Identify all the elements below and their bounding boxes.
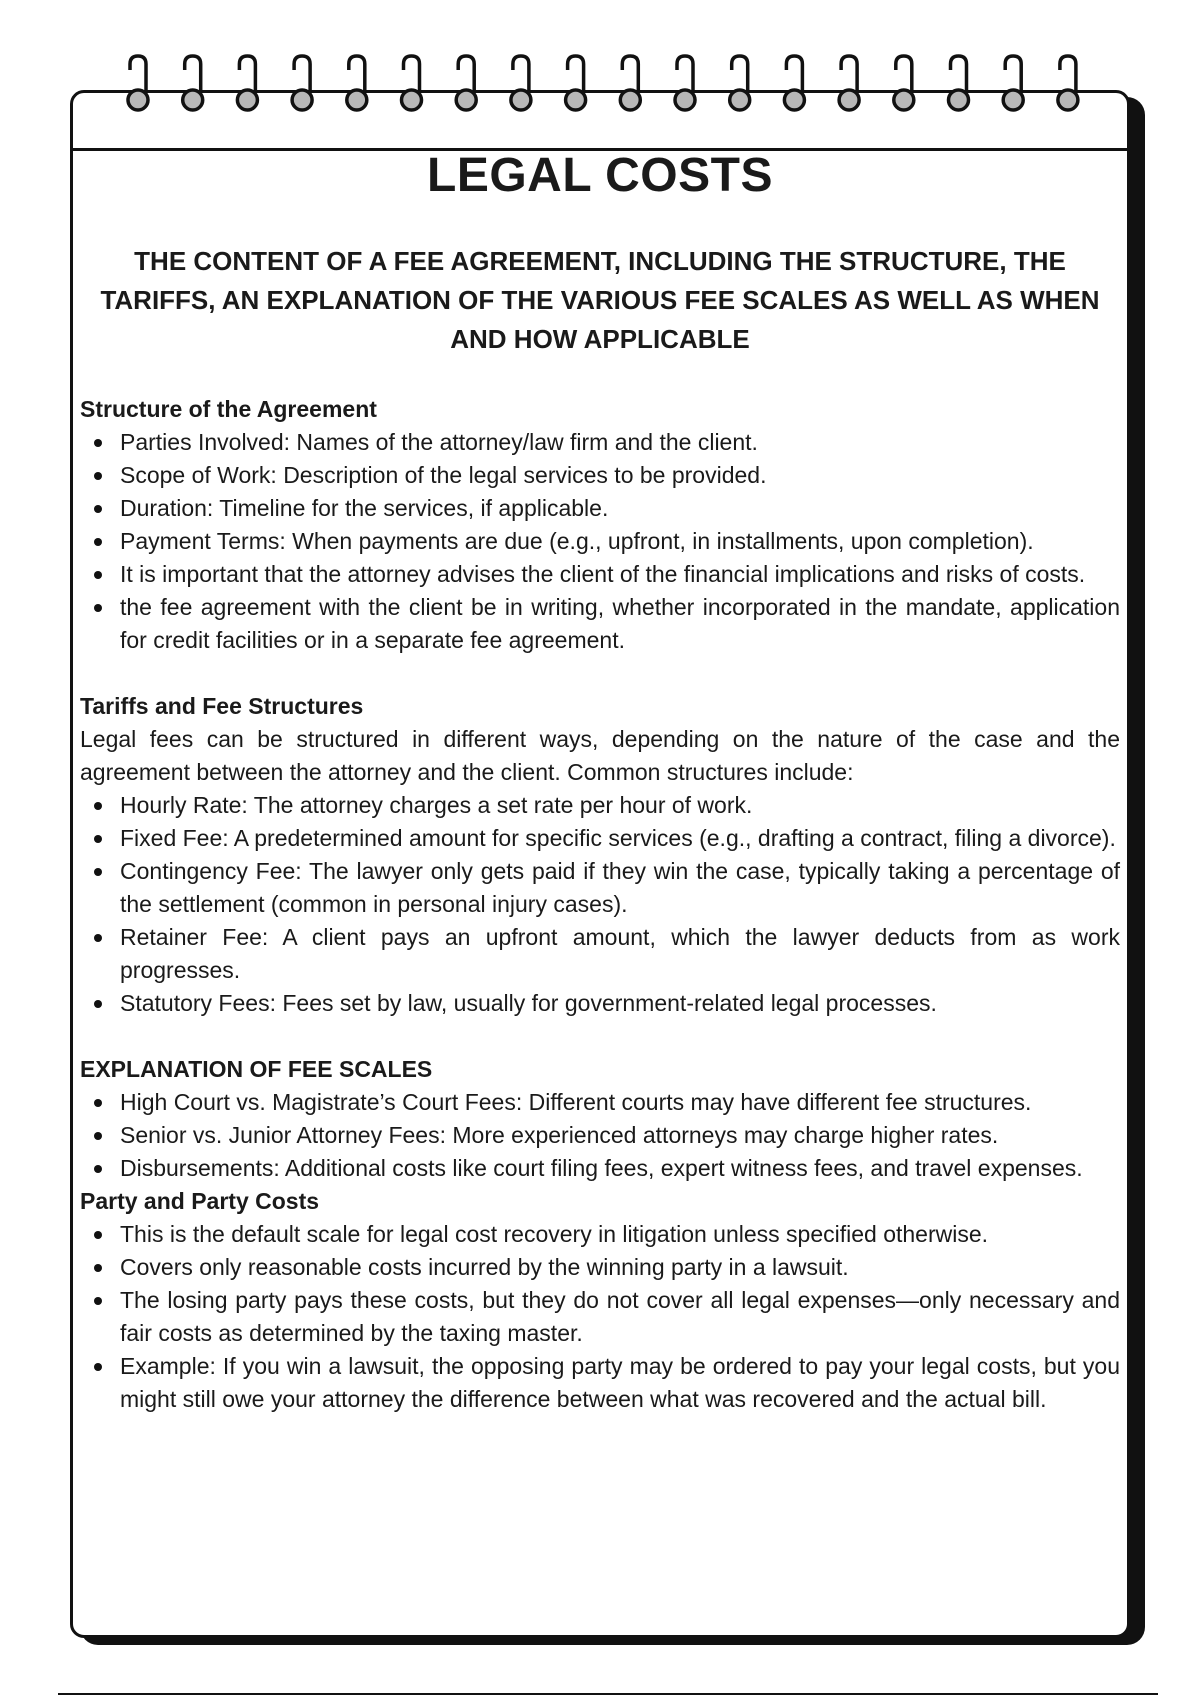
- list-item: Fixed Fee: A predetermined amount for specific services (e.g., drafting a contract, filing a divorce).: [80, 822, 1120, 855]
- spiral-ring: [896, 56, 912, 92]
- spiral-hole: [675, 90, 695, 110]
- spiral-hole: [511, 90, 531, 110]
- spiral-ring: [349, 56, 365, 92]
- list-item: The losing party pays these costs, but they do not cover all legal expenses—only necessary and fair costs as determined by the taxing master.: [80, 1284, 1120, 1350]
- spiral-ring: [130, 56, 146, 92]
- document-content: [80, 148, 1120, 1416]
- list-item: the fee agreement with the client be in writing, whether incorporated in the mandate, application for credit facilities or in a separate fee agreement.: [80, 591, 1120, 657]
- spiral-hole: [292, 90, 312, 110]
- list-item: It is important that the attorney advises the client of the financial implications and risks of costs.: [80, 558, 1120, 591]
- spiral-hole: [237, 90, 257, 110]
- spiral-hole: [566, 90, 586, 110]
- bullet-list: [80, 1218, 1120, 1416]
- section-heading: Party and Party Costs: [80, 1188, 320, 1214]
- spiral-ring: [677, 56, 693, 92]
- spiral-ring: [294, 56, 310, 92]
- spiral-ring: [239, 56, 255, 92]
- section-party-costs: [80, 1185, 1120, 1416]
- spiral-ring: [732, 56, 748, 92]
- spiral-binding: [122, 52, 1082, 120]
- bullet-list: [80, 1086, 1120, 1185]
- list-item: Payment Terms: When payments are due (e.g., upfront, in installments, upon completion).: [80, 525, 1120, 558]
- list-item: Parties Involved: Names of the attorney/law firm and the client.: [80, 426, 1120, 459]
- spiral-hole: [128, 90, 148, 110]
- page-subtitle: THE CONTENT OF A FEE AGREEMENT, INCLUDING THE STRUCTURE, THE TARIFFS, AN EXPLANATION OF THE VARIOUS FEE SCALES AS WELL AS WHEN AND HOW APPLICABLE: [100, 246, 1100, 354]
- section-heading: EXPLANATION OF FEE SCALES: [80, 1056, 433, 1082]
- list-item: Statutory Fees: Fees set by law, usually for government-related legal processes.: [80, 987, 1120, 1020]
- list-item: High Court vs. Magistrate’s Court Fees: Different courts may have different fee structures.: [80, 1086, 1120, 1119]
- list-item: Contingency Fee: The lawyer only gets paid if they win the case, typically taking a percentage of the settlement (common in personal injury cases).: [80, 855, 1120, 921]
- bottom-divider: [58, 1693, 1158, 1695]
- spiral-ring: [458, 56, 474, 92]
- spiral-hole: [784, 90, 804, 110]
- list-item: This is the default scale for legal cost recovery in litigation unless specified otherwise.: [80, 1218, 1120, 1251]
- list-item: Disbursements: Additional costs like court filing fees, expert witness fees, and travel expenses.: [80, 1152, 1120, 1185]
- bullet-list: [80, 789, 1120, 1020]
- spiral-ring: [622, 56, 638, 92]
- list-item: Scope of Work: Description of the legal services to be provided.: [80, 459, 1120, 492]
- spiral-hole: [456, 90, 476, 110]
- spiral-ring: [404, 56, 420, 92]
- list-item: Hourly Rate: The attorney charges a set rate per hour of work.: [80, 789, 1120, 822]
- list-item: Duration: Timeline for the services, if applicable.: [80, 492, 1120, 525]
- section-heading: Tariffs and Fee Structures: [80, 693, 364, 719]
- section-structure: [80, 393, 1120, 657]
- spiral-ring: [786, 56, 802, 92]
- spiral-ring: [568, 56, 584, 92]
- section-tariffs: [80, 690, 1120, 1020]
- spiral-hole: [347, 90, 367, 110]
- spiral-hole: [949, 90, 969, 110]
- spiral-hole: [894, 90, 914, 110]
- spiral-ring: [841, 56, 857, 92]
- spiral-ring: [185, 56, 201, 92]
- section-fee-scales: [80, 1053, 1120, 1185]
- spiral-ring: [1005, 56, 1021, 92]
- spiral-ring: [513, 56, 529, 92]
- spiral-hole: [620, 90, 640, 110]
- list-item: Senior vs. Junior Attorney Fees: More experienced attorneys may charge higher rates.: [80, 1119, 1120, 1152]
- spiral-hole: [183, 90, 203, 110]
- list-item: Example: If you win a lawsuit, the opposing party may be ordered to pay your legal costs, but you might still owe your attorney the difference between what was recovered and the actual bill.: [80, 1350, 1120, 1416]
- spiral-hole: [839, 90, 859, 110]
- section-heading: Structure of the Agreement: [80, 396, 377, 422]
- list-item: Retainer Fee: A client pays an upfront amount, which the lawyer deducts from as work progresses.: [80, 921, 1120, 987]
- page-title: LEGAL COSTS: [427, 149, 773, 202]
- spiral-hole: [402, 90, 422, 110]
- list-item: Covers only reasonable costs incurred by the winning party in a lawsuit.: [80, 1251, 1120, 1284]
- bullet-list: [80, 426, 1120, 657]
- spiral-ring: [1060, 56, 1076, 92]
- spiral-hole: [1003, 90, 1023, 110]
- spiral-hole: [730, 90, 750, 110]
- section-intro: Legal fees can be structured in different ways, depending on the nature of the case and the agreement between the attorney and the client. Common structures include:: [80, 726, 1120, 785]
- spiral-ring: [951, 56, 967, 92]
- spiral-hole: [1058, 90, 1078, 110]
